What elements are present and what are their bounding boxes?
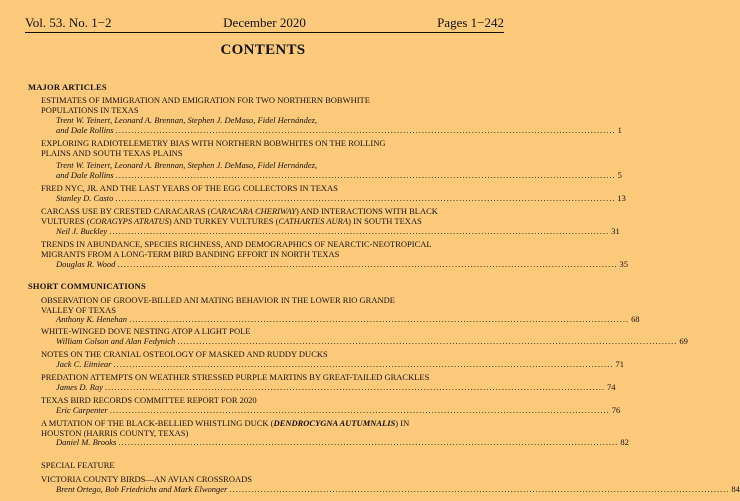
title-line: TRENDS IN ABUNDANCE, SPECIES RICHNESS, AND DEMOGRAPHICS OF NEARCTIC-NEOTROPICAL bbox=[41, 239, 432, 249]
title-line: FRED NYC, JR. AND THE LAST YEARS OF THE EGG COLLECTORS IN TEXAS bbox=[41, 183, 338, 193]
toc-entry-authors bbox=[56, 160, 622, 180]
title-line: PREDATION ATTEMPTS ON WEATHER STRESSED PURPLE MARTINS BY GREAT-TAILED GRACKLES bbox=[41, 372, 430, 382]
toc-entry-title bbox=[41, 474, 500, 484]
title-line: MIGRANTS FROM A LONG-TERM BIRD BANDING EFFORT IN NORTH TEXAS bbox=[41, 249, 340, 259]
author-leader-line bbox=[56, 170, 622, 180]
author-line: and Dale Rollins bbox=[56, 170, 114, 180]
page-number: 68 bbox=[631, 314, 640, 324]
author-line: Jack C. Eitniear bbox=[56, 359, 112, 369]
header-rule bbox=[25, 32, 504, 33]
toc-entry-authors bbox=[56, 314, 640, 324]
toc-entry-title bbox=[41, 349, 500, 359]
title-line: VALLEY OF TEXAS bbox=[41, 305, 116, 315]
title-line: POPULATIONS IN TEXAS bbox=[41, 105, 139, 115]
toc-entry-title bbox=[41, 239, 500, 259]
toc-entry-authors bbox=[56, 259, 628, 269]
toc-entry-authors bbox=[56, 226, 620, 236]
toc-entry-authors bbox=[56, 437, 629, 447]
title-line: EXPLORING RADIOTELEMETRY BIAS WITH NORTHERN BOBWHITES ON THE ROLLING bbox=[41, 138, 386, 148]
toc-entry-authors bbox=[56, 336, 688, 346]
page-number: 76 bbox=[611, 405, 621, 415]
title-line: VULTURES (CORAGYPS ATRATUS) AND TURKEY VULTURES (CATHARTES AURA) IN SOUTH TEXAS bbox=[41, 216, 422, 226]
page-number: 82 bbox=[620, 437, 629, 447]
page-number: 1 bbox=[617, 125, 622, 135]
title-line: PLAINS AND SOUTH TEXAS PLAINS bbox=[41, 148, 183, 158]
title-line: WHITE-WINGED DOVE NESTING ATOP A LIGHT POLE bbox=[41, 326, 251, 336]
title-line: A MUTATION OF THE BLACK-BELLIED WHISTLING DUCK (DENDROCYGNA AUTUMNALIS) IN bbox=[41, 418, 410, 428]
toc-entry-title bbox=[41, 206, 500, 226]
author-leader-line bbox=[56, 226, 620, 236]
author-line: Trent W. Teinert, Leonard A. Brennan, Stephen J. DeMaso, Fidel Hernández, bbox=[56, 160, 318, 170]
author-leader-line bbox=[56, 193, 626, 203]
toc-entry-title bbox=[41, 95, 500, 115]
author-leader-line bbox=[56, 437, 629, 447]
page-number: 35 bbox=[619, 259, 628, 269]
author-leader-line bbox=[56, 405, 621, 415]
toc-entry-authors bbox=[56, 359, 624, 369]
dot-leader: ................................................................................................................................................................ bbox=[109, 226, 610, 236]
author-leader-line bbox=[56, 314, 640, 324]
page-number: 71 bbox=[615, 359, 624, 369]
title-line: NOTES ON THE CRANIAL OSTEOLOGY OF MASKED AND RUDDY DUCKS bbox=[41, 349, 328, 359]
toc-entry-title bbox=[41, 372, 500, 382]
dot-leader: ................................................................................................................................................................ bbox=[109, 405, 610, 415]
dot-leader: ................................................................................................................................................................ bbox=[117, 259, 618, 269]
author-leader-line bbox=[56, 359, 624, 369]
toc-entry-authors bbox=[56, 382, 616, 392]
author-line: Neil J. Buckley bbox=[56, 226, 108, 236]
author-line: and Dale Rollins bbox=[56, 125, 114, 135]
page-number: 13 bbox=[617, 193, 626, 203]
toc-entry-title bbox=[41, 295, 500, 315]
author-line: Eric Carpenter bbox=[56, 405, 108, 415]
dot-leader: ................................................................................................................................................................ bbox=[118, 437, 619, 447]
section-heading-major-articles: MAJOR ARTICLES bbox=[28, 82, 107, 92]
toc-entry-authors bbox=[56, 484, 740, 494]
author-leader-line bbox=[56, 484, 740, 494]
issue-volume: Vol. 53. No. 1−2 bbox=[25, 15, 112, 30]
title-line: VICTORIA COUNTY BIRDS—AN AVIAN CROSSROADS bbox=[41, 474, 252, 484]
title-line: OBSERVATION OF GROOVE-BILLED ANI MATING BEHAVIOR IN THE LOWER RIO GRANDE bbox=[41, 295, 395, 305]
toc-entry-title bbox=[41, 326, 500, 336]
dot-leader: ................................................................................................................................................................ bbox=[229, 484, 730, 494]
toc-entry-title bbox=[41, 418, 500, 438]
author-leader-line bbox=[56, 382, 616, 392]
page-title: CONTENTS bbox=[220, 42, 306, 58]
page-number: 69 bbox=[679, 336, 688, 346]
toc-entry-title bbox=[41, 138, 500, 158]
page-number: 31 bbox=[611, 226, 620, 236]
title-line: TEXAS BIRD RECORDS COMMITTEE REPORT FOR 2020 bbox=[41, 395, 257, 405]
section-heading-special-feature: SPECIAL FEATURE bbox=[41, 460, 115, 470]
author-line: Trent W. Teinert, Leonard A. Brennan, Stephen J. DeMaso, Fidel Hernández, bbox=[56, 115, 318, 125]
toc-entry-title bbox=[41, 183, 500, 193]
author-leader-line bbox=[56, 259, 628, 269]
issue-header bbox=[25, 15, 504, 30]
toc-entry-authors bbox=[56, 193, 626, 203]
author-leader-line bbox=[56, 125, 622, 135]
dot-leader: ................................................................................................................................................................ bbox=[104, 382, 605, 392]
title-line: CARCASS USE BY CRESTED CARACARAS (CARACARA CHERIWAY) AND INTERACTIONS WITH BLACK bbox=[41, 206, 438, 216]
author-line: Brent Ortego, Bob Friedrichs and Mark Elwonger bbox=[56, 484, 228, 494]
author-leader-line bbox=[56, 336, 688, 346]
dot-leader: ................................................................................................................................................................ bbox=[113, 359, 614, 369]
page-number: 74 bbox=[606, 382, 616, 392]
toc-entry-title bbox=[41, 395, 500, 405]
toc-entry-authors bbox=[56, 115, 622, 135]
author-line: William Colson and Alan Fedynich bbox=[56, 336, 176, 346]
page-number: 5 bbox=[617, 170, 622, 180]
title-line: ESTIMATES OF IMMIGRATION AND EMIGRATION FOR TWO NORTHERN BOBWHITE bbox=[41, 95, 370, 105]
issue-date: December 2020 bbox=[223, 15, 306, 30]
author-line: Anthony K. Henehan bbox=[56, 314, 128, 324]
title-line: HOUSTON (HARRIS COUNTY, TEXAS) bbox=[41, 428, 189, 438]
dot-leader: ................................................................................................................................................................ bbox=[115, 170, 616, 180]
section-heading-short-communications: SHORT COMMUNICATIONS bbox=[28, 281, 146, 291]
page-number: 84 bbox=[731, 484, 740, 494]
toc-entry-authors bbox=[56, 405, 621, 415]
author-line: James D. Ray bbox=[56, 382, 103, 392]
author-line: Douglas R. Wood bbox=[56, 259, 116, 269]
dot-leader: ................................................................................................................................................................ bbox=[177, 336, 678, 346]
dot-leader: ................................................................................................................................................................ bbox=[129, 314, 630, 324]
issue-pages: Pages 1−242 bbox=[437, 15, 504, 30]
dot-leader: ................................................................................................................................................................ bbox=[115, 193, 616, 203]
dot-leader: ................................................................................................................................................................ bbox=[115, 125, 616, 135]
author-line: Daniel M. Brooks bbox=[56, 437, 117, 447]
author-line: Stanley D. Casto bbox=[56, 193, 114, 203]
